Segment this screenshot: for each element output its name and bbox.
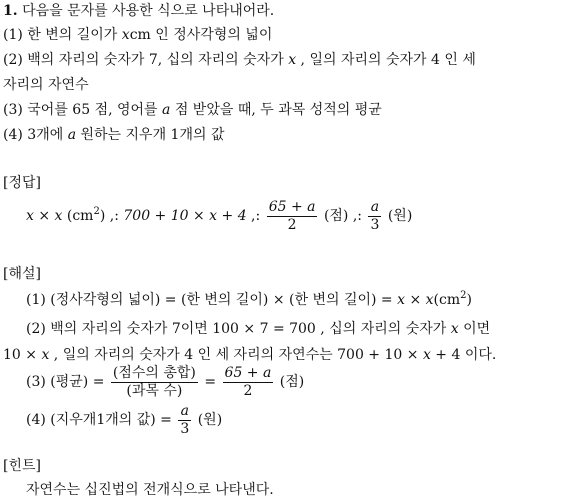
explanation-label: [해설] xyxy=(3,266,41,282)
explanation-1: (1) (정사각형의 넓이) = (한 변의 길이) × (한 변의 길이) = $x \times x(cm^2)$ xyxy=(26,290,472,308)
problem-number: 1. xyxy=(3,3,18,19)
explanation-3-fraction-words: $\frac{\text{(점수의 총합)}}{\text{(과목 수)}}$ xyxy=(112,364,196,399)
answer-1: x × x xyxy=(26,208,63,224)
explanation-4: (4) (지우개1개의 값) = $\frac{a}{3}$ (원) xyxy=(26,402,223,437)
answer-3-unit: (점) xyxy=(323,208,349,224)
answer-3-fraction: $\frac{65 + a}{2}$ xyxy=(268,198,316,233)
problem-instruction: 다음을 문자를 사용한 식으로 나타내어라. xyxy=(22,3,275,19)
answer-4-fraction: $\frac{a}{3}$ xyxy=(370,198,380,233)
question-3: (3) 국어를 65 점, 영어를 a 점 받았을 때, 두 과목 성적의 평균 xyxy=(3,102,382,118)
explanation-2-line-1: (2) 백의 자리의 숫자가 7이면 100 × 7 = 700 , 십의 자리의 숫자가 x 이면 xyxy=(26,321,491,337)
hint-label: [힌트] xyxy=(3,458,41,474)
explanation-4-fraction: $\frac{a}{3}$ xyxy=(180,402,190,437)
problem-header xyxy=(3,2,274,20)
question-4: (4) 3개에 a 원하는 지우개 1개의 값 xyxy=(3,127,225,143)
question-1: (1) 한 변의 길이가 xcm 인 정사각형의 넓이 xyxy=(3,27,273,43)
answer-4-unit: (원) xyxy=(387,208,413,224)
question-2-continued: 자리의 자연수 xyxy=(3,77,89,93)
explanation-3-fraction-values: $\frac{65 + a}{2}$ xyxy=(224,364,272,399)
answer-1-unit: $(cm^2)$ xyxy=(66,206,106,224)
question-2: (2) 백의 자리의 숫자가 7, 십의 자리의 숫자가 x , 일의 자리의 숫자가 4 인 세 xyxy=(3,52,476,68)
hint-text: 자연수는 십진법의 전개식으로 나타낸다. xyxy=(26,482,274,498)
answer-line: x × x $(cm^2)$ ,: 700 + 10 × x + 4 ,: $\frac{65 + a}{2}$ (점) ,: $\frac{a}{3}$ (원) xyxy=(26,198,413,233)
answer-2: 700 + 10 × x + 4 xyxy=(123,208,247,224)
explanation-2-line-2: 10 × x , 일의 자리의 숫자가 4 인 세 자리의 자연수는 700 + 10 × x + 4 이다. xyxy=(3,347,497,363)
answer-label: [정답] xyxy=(3,175,41,191)
explanation-3: (3) (평균) = $\frac{\text{(점수의 총합)}}{\text{(과목 수)}}$ = $\frac{65 + a}{2}$ (점) xyxy=(26,364,305,399)
